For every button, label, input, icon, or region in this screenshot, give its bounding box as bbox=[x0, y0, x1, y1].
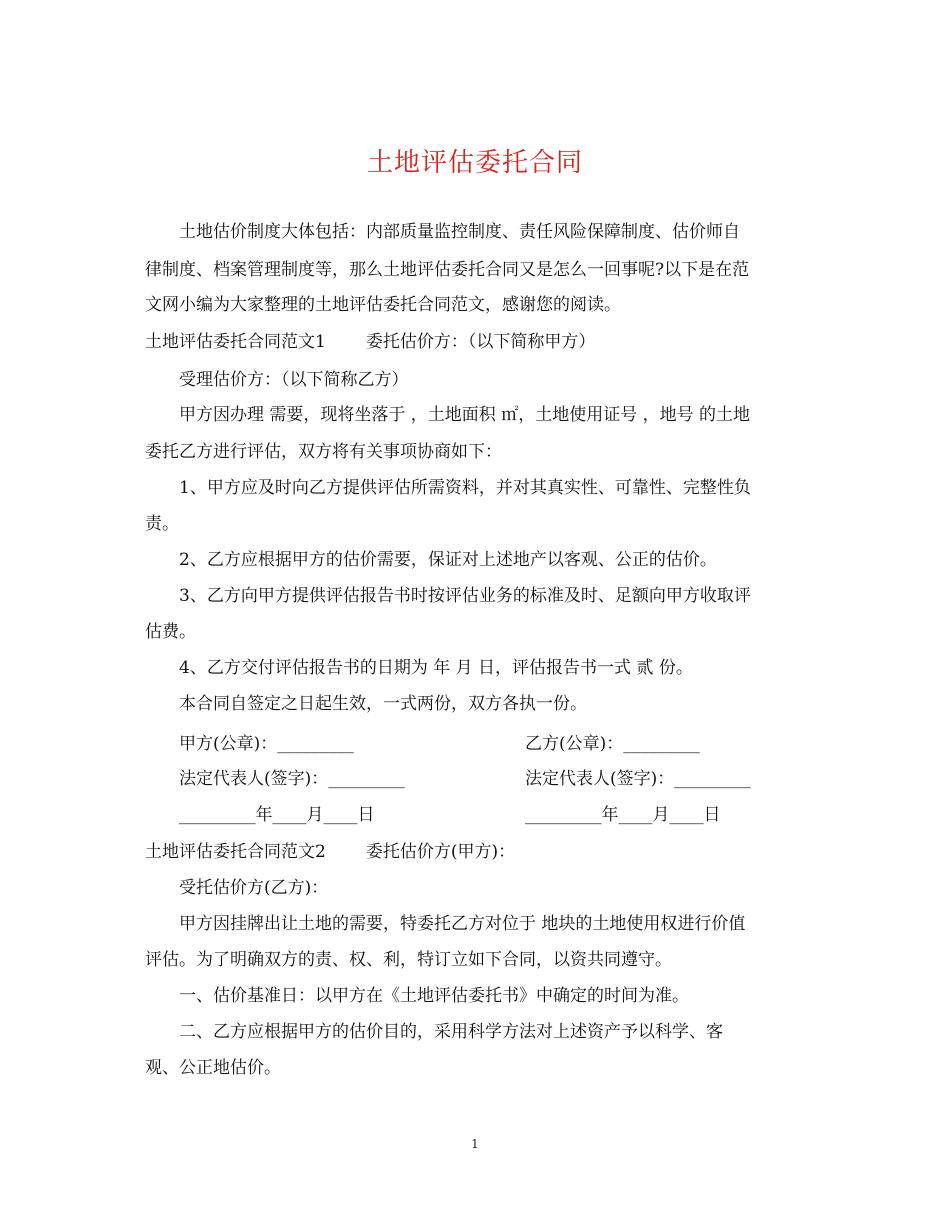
section-1-accept-party: 受理估价方：（以下简称乙方） bbox=[179, 370, 409, 390]
section-2-para-1-line-1: 甲方因挂牌出让土地的需要，特委托乙方对位于 地块的土地使用权进行价值 bbox=[179, 914, 746, 934]
section-1-item-3-line-1: 3、乙方向甲方提供评估报告书时按评估业务的标准及时、足额向甲方收取评 bbox=[179, 586, 751, 606]
party-a-seal: 甲方(公章)：_________ bbox=[179, 734, 354, 754]
section-2-accept-party: 受托估价方(乙方)： bbox=[179, 878, 329, 898]
section-1-item-4: 4、乙方交付评估报告书的日期为 年 月 日，评估报告书一式 贰 份。 bbox=[179, 658, 693, 678]
party-a-date: _________年____月____日 bbox=[179, 805, 375, 825]
section-1-item-2: 2、乙方应根据甲方的估价需要，保证对上述地产以客观、公正的估价。 bbox=[179, 550, 717, 570]
section-2-para-1-line-2: 评估。为了明确双方的责、权、利，特订立如下合同，以资共同遵守。 bbox=[145, 950, 672, 970]
section-1-heading: 土地评估委托合同范文1 bbox=[145, 332, 326, 352]
section-2-clause-1: 一、估价基准日：以甲方在《土地评估委托书》中确定的时间为准。 bbox=[179, 986, 689, 1006]
intro-line-3: 文网小编为大家整理的土地评估委托合同范文，感谢您的阅读。 bbox=[145, 295, 621, 315]
party-a-representative: 法定代表人(签字)：_________ bbox=[179, 769, 405, 789]
section-2-entrust-party: 委托估价方(甲方)： bbox=[365, 842, 516, 862]
section-1-item-3-line-2: 估费。 bbox=[145, 622, 196, 642]
intro-line-2: 律制度、档案管理制度等，那么土地评估委托合同又是怎么一回事呢?以下是在范 bbox=[145, 260, 750, 280]
section-1-para-1-line-2: 委托乙方进行评估，双方将有关事项协商如下： bbox=[145, 442, 502, 462]
section-1-effect: 本合同自签定之日起生效，一式两份，双方各执一份。 bbox=[179, 694, 587, 714]
party-b-seal: 乙方(公章)：_________ bbox=[525, 734, 700, 754]
section-1-item-1-line-2: 责。 bbox=[145, 514, 179, 534]
section-1-entrust-party: 委托估价方：（以下简称甲方） bbox=[365, 332, 596, 352]
section-2-heading: 土地评估委托合同范文2 bbox=[145, 842, 326, 862]
section-2-clause-2-line-2: 观、公正地估价。 bbox=[145, 1058, 281, 1078]
party-b-representative: 法定代表人(签字)：_________ bbox=[525, 769, 751, 789]
document-title: 土地评估委托合同 bbox=[366, 148, 583, 178]
section-1-para-1-line-1: 甲方因办理 需要，现将坐落于 ，土地面积 ㎡，土地使用证号 ，地号 的土地 bbox=[179, 405, 751, 425]
page-number: 1 bbox=[471, 1137, 479, 1151]
section-2-heading-row bbox=[145, 842, 515, 862]
intro-line-1: 土地估价制度大体包括：内部质量监控制度、责任风险保障制度、估价师自 bbox=[179, 222, 740, 242]
section-1-item-1-line-1: 1、甲方应及时向乙方提供评估所需资料，并对其真实性、可靠性、完整性负 bbox=[179, 478, 751, 498]
section-1-heading-row bbox=[145, 332, 595, 352]
section-2-clause-2-line-1: 二、乙方应根据甲方的估价目的，采用科学方法对上述资产予以科学、客 bbox=[179, 1022, 723, 1042]
party-b-date: _________年____月____日 bbox=[525, 805, 721, 825]
